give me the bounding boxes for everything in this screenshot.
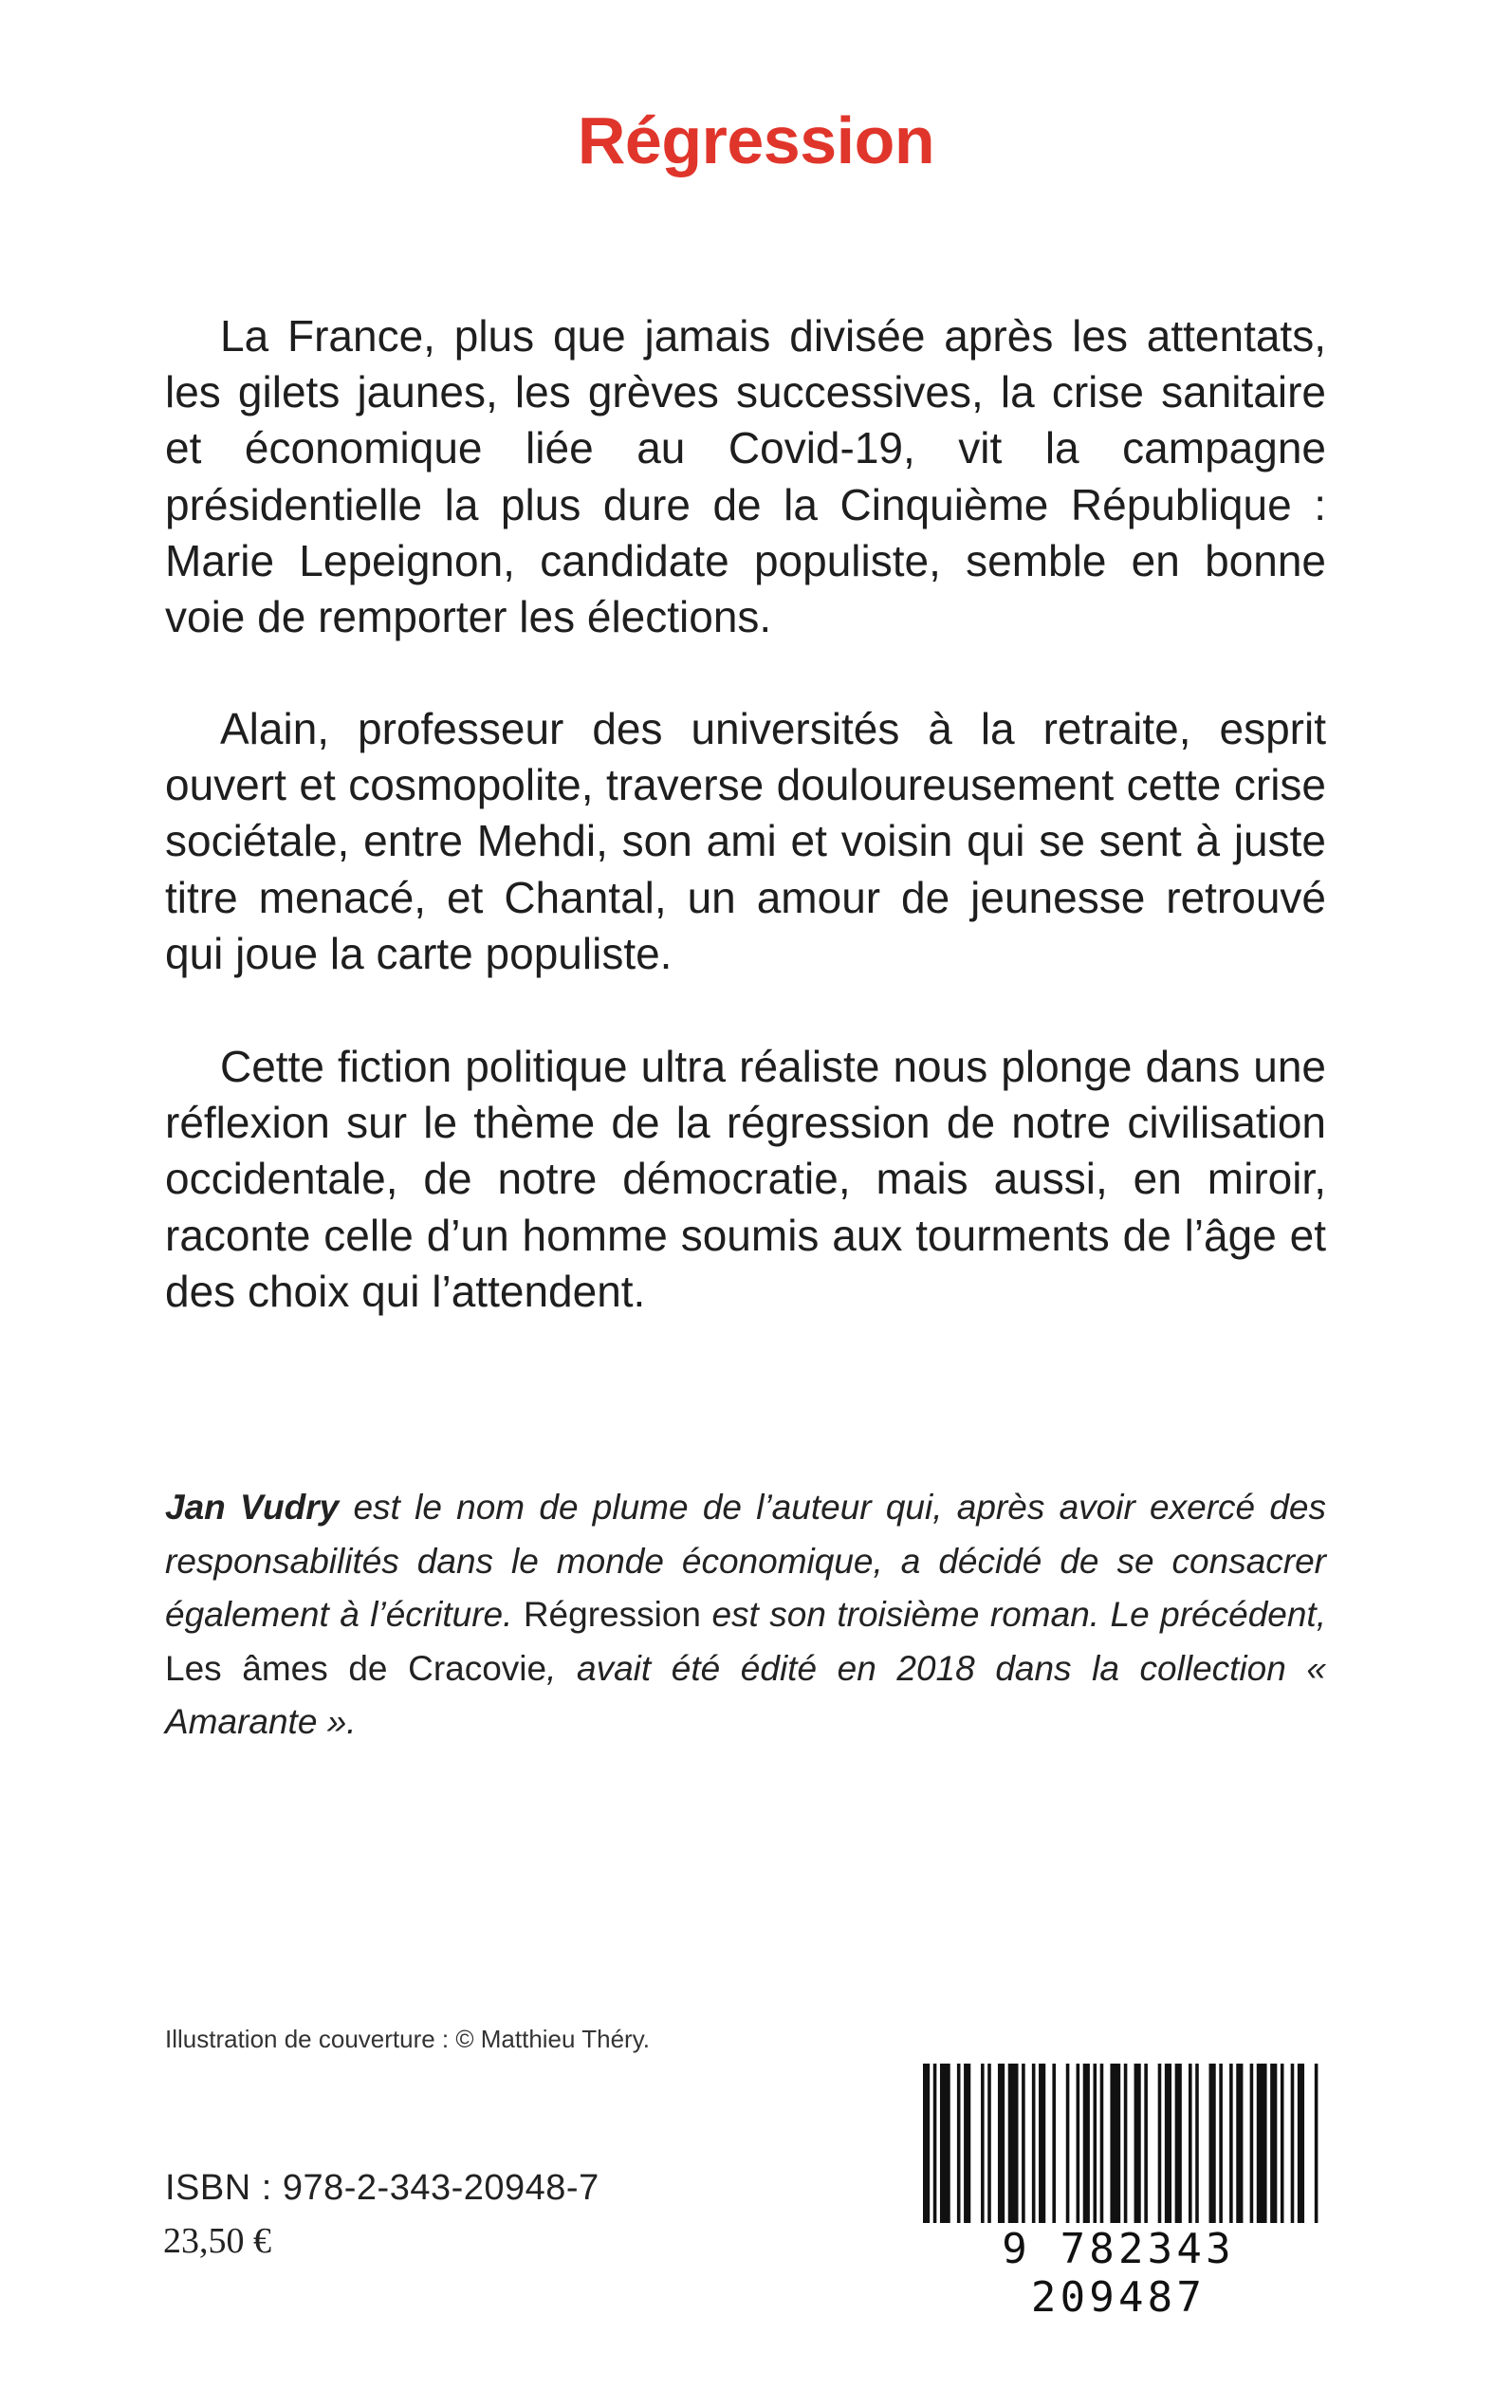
book-title: Régression (577, 103, 935, 177)
blurb-paragraph-3: Cette fiction politique ultra réaliste nous plonge dans une réflexion sur le thème de la régression de notre civilisation occidentale, de notre démocratie, mais aussi, en miroir, raconte celle d’un homme soumis aux tourments de l’âge et des choix qui l’attendent. (165, 1042, 1326, 1316)
barcode-digits: 9 782343 209487 (906, 2223, 1331, 2322)
author-bio (165, 1481, 1326, 1750)
bio-previous-title: Les âmes de Cracovie (165, 1648, 547, 1688)
cover-credit: Illustration de couverture : © Matthieu Théry. (165, 2025, 650, 2053)
bio-book-title: Régression (523, 1595, 701, 1634)
bio-text-1: est le nom de plume de l’auteur qui, après avoir exercé des responsabilités dans le monde économique, a décidé de se consacrer également à l’écriture. (165, 1488, 1327, 1634)
price-label: 23,50 € (163, 2221, 271, 2261)
bio-text-2: est son troisième roman. Le précédent, (700, 1595, 1326, 1634)
blurb-paragraph-1: La France, plus que jamais divisée après les attentats, les gilets jaunes, les grèves successives, la crise sanitaire et économique liée au Covid-19, vit la campagne présidentielle la plus dure de la Cinquième République : Marie Lepeignon, candidate populiste, semble en bonne voie de remporter les élections. (165, 311, 1326, 642)
isbn-label: ISBN : 978-2-343-20948-7 (165, 2168, 599, 2208)
bio-text-3: , avait été édité en 2018 dans la collection « Amarante ». (165, 1648, 1326, 1741)
blurb-paragraph-2: Alain, professeur des universités à la retraite, esprit ouvert et cosmopolite, traverse douloureusement cette crise sociétale, entre Mehdi, son ami et voisin qui se sent à juste titre menacé, et Chantal, un amour de jeunesse retrouvé qui joue la carte populiste. (165, 704, 1326, 978)
author-name: Jan Vudry (165, 1488, 340, 1527)
